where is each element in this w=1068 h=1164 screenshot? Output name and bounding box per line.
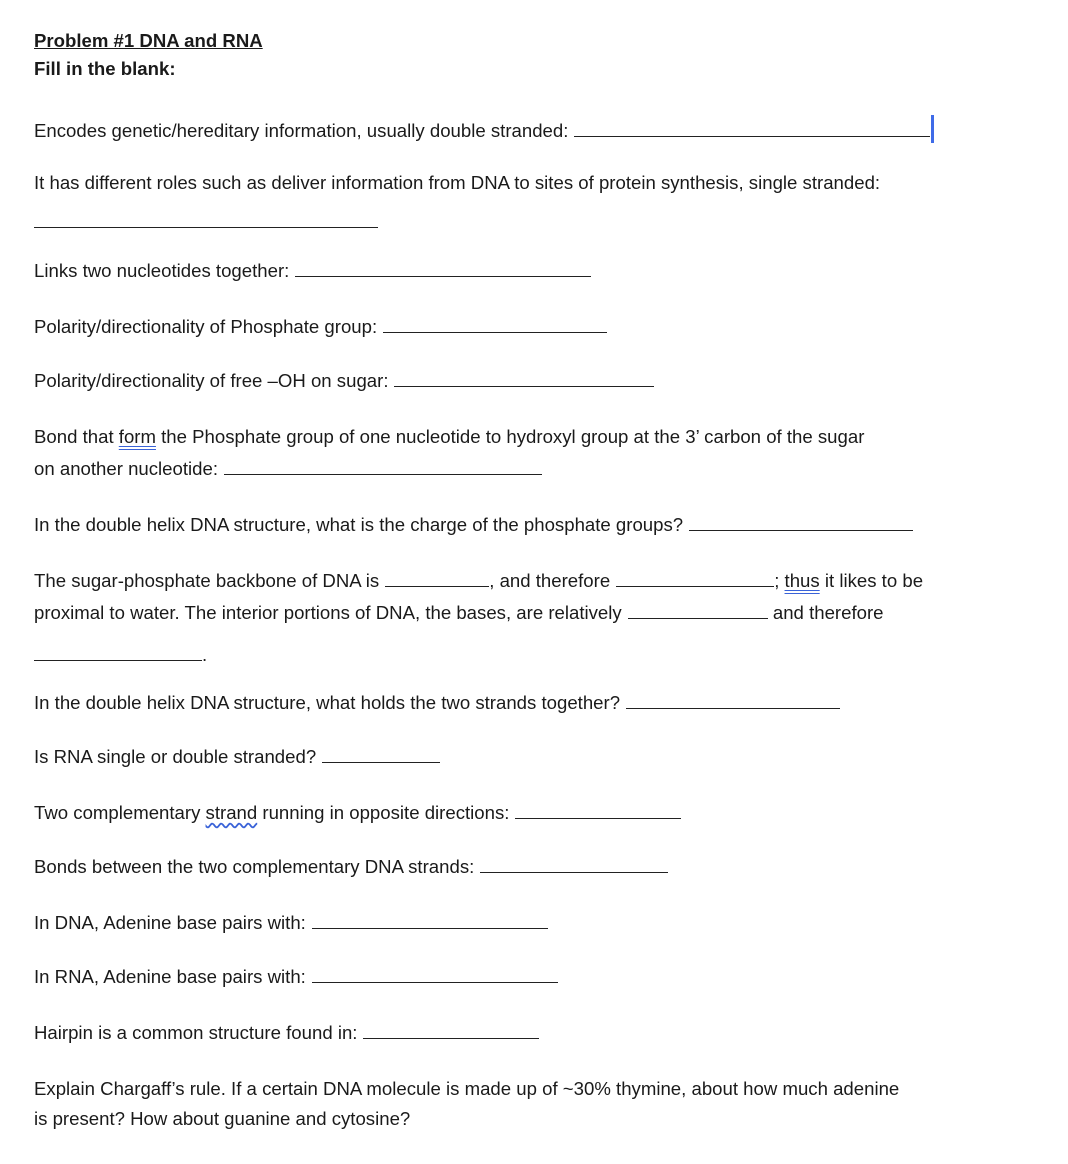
answer-blank[interactable] — [383, 315, 607, 333]
answer-blank[interactable] — [480, 855, 668, 873]
question-13 — [34, 911, 548, 935]
answer-blank[interactable] — [628, 601, 768, 619]
question-1 — [34, 115, 934, 143]
question-text: Two complementary — [34, 802, 206, 823]
answer-blank[interactable] — [34, 643, 202, 661]
question-12 — [34, 855, 668, 879]
question-text: Bonds between the two complementary DNA strands: — [34, 856, 475, 877]
question-text: In the double helix DNA structure, what is the charge of the phosphate groups? — [34, 514, 684, 535]
question-text: Polarity/directionality of free –OH on sugar: — [34, 370, 389, 391]
answer-blank[interactable] — [312, 911, 548, 929]
answer-blank[interactable] — [515, 801, 681, 819]
question-16: Explain Chargaff’s rule. If a certain DNA molecule is made up of ~30% thymine, about how much adenine — [34, 1078, 900, 1099]
question-text: Polarity/directionality of Phosphate group: — [34, 316, 378, 337]
answer-blank[interactable] — [34, 210, 378, 228]
question-8-cont — [34, 601, 883, 625]
question-text: Is RNA single or double stranded? — [34, 746, 317, 767]
question-text: Encodes genetic/hereditary information, usually double stranded: — [34, 120, 569, 141]
question-text: Hairpin is a common structure found in: — [34, 1022, 358, 1043]
answer-blank[interactable] — [312, 965, 558, 983]
question-8-end — [34, 643, 207, 667]
question-5 — [34, 369, 654, 393]
question-text: the Phosphate group of one nucleotide to hydroxyl group at the 3’ carbon of the sugar — [155, 426, 865, 447]
question-15 — [34, 1021, 539, 1045]
question-text: and therefore — [772, 602, 884, 623]
problem-title: Problem #1 DNA and RNA — [34, 30, 263, 51]
question-text: on another nucleotide: — [34, 458, 219, 479]
question-2: It has different roles such as deliver information from DNA to sites of protein synthesis, single stranded: — [34, 172, 881, 193]
question-text: it likes to be — [819, 570, 924, 591]
question-text: proximal to water. The interior portions of DNA, the bases, are relatively — [34, 602, 622, 623]
answer-blank[interactable] — [689, 513, 913, 531]
question-9 — [34, 691, 840, 715]
question-text: In the double helix DNA structure, what holds the two strands together? — [34, 692, 621, 713]
question-text: , and therefore — [489, 570, 611, 591]
question-2-answer — [34, 210, 378, 234]
instructions: Fill in the blank: — [34, 58, 176, 79]
question-text: ; — [774, 570, 780, 591]
question-text: In DNA, Adenine base pairs with: — [34, 912, 306, 933]
question-text: Links two nucleotides together: — [34, 260, 290, 281]
answer-blank[interactable] — [322, 745, 440, 763]
question-text: The sugar-phosphate backbone of DNA is — [34, 570, 380, 591]
answer-blank[interactable] — [626, 691, 840, 709]
question-text: running in opposite directions: — [257, 802, 510, 823]
question-16-cont: is present? How about guanine and cytosine? — [34, 1108, 411, 1129]
answer-blank[interactable] — [363, 1021, 539, 1039]
question-10 — [34, 745, 440, 769]
question-6-cont — [34, 457, 542, 481]
answer-blank[interactable] — [394, 369, 654, 387]
question-text: Bond that — [34, 426, 119, 447]
answer-blank[interactable] — [295, 259, 591, 277]
text-cursor — [931, 115, 934, 143]
question-14 — [34, 965, 558, 989]
question-text: In RNA, Adenine base pairs with: — [34, 966, 306, 987]
answer-blank[interactable] — [224, 457, 542, 475]
spelling-flag[interactable]: strand — [205, 802, 258, 823]
period: . — [202, 644, 208, 665]
grammar-flag[interactable]: form — [118, 426, 156, 447]
question-6 — [34, 425, 864, 449]
question-7 — [34, 513, 913, 537]
answer-blank[interactable] — [616, 569, 774, 587]
grammar-flag[interactable]: thus — [784, 570, 820, 591]
question-3 — [34, 259, 591, 283]
question-11 — [34, 801, 681, 825]
question-8 — [34, 569, 923, 593]
question-4 — [34, 315, 607, 339]
answer-blank[interactable] — [385, 569, 489, 587]
answer-blank[interactable] — [574, 119, 930, 137]
